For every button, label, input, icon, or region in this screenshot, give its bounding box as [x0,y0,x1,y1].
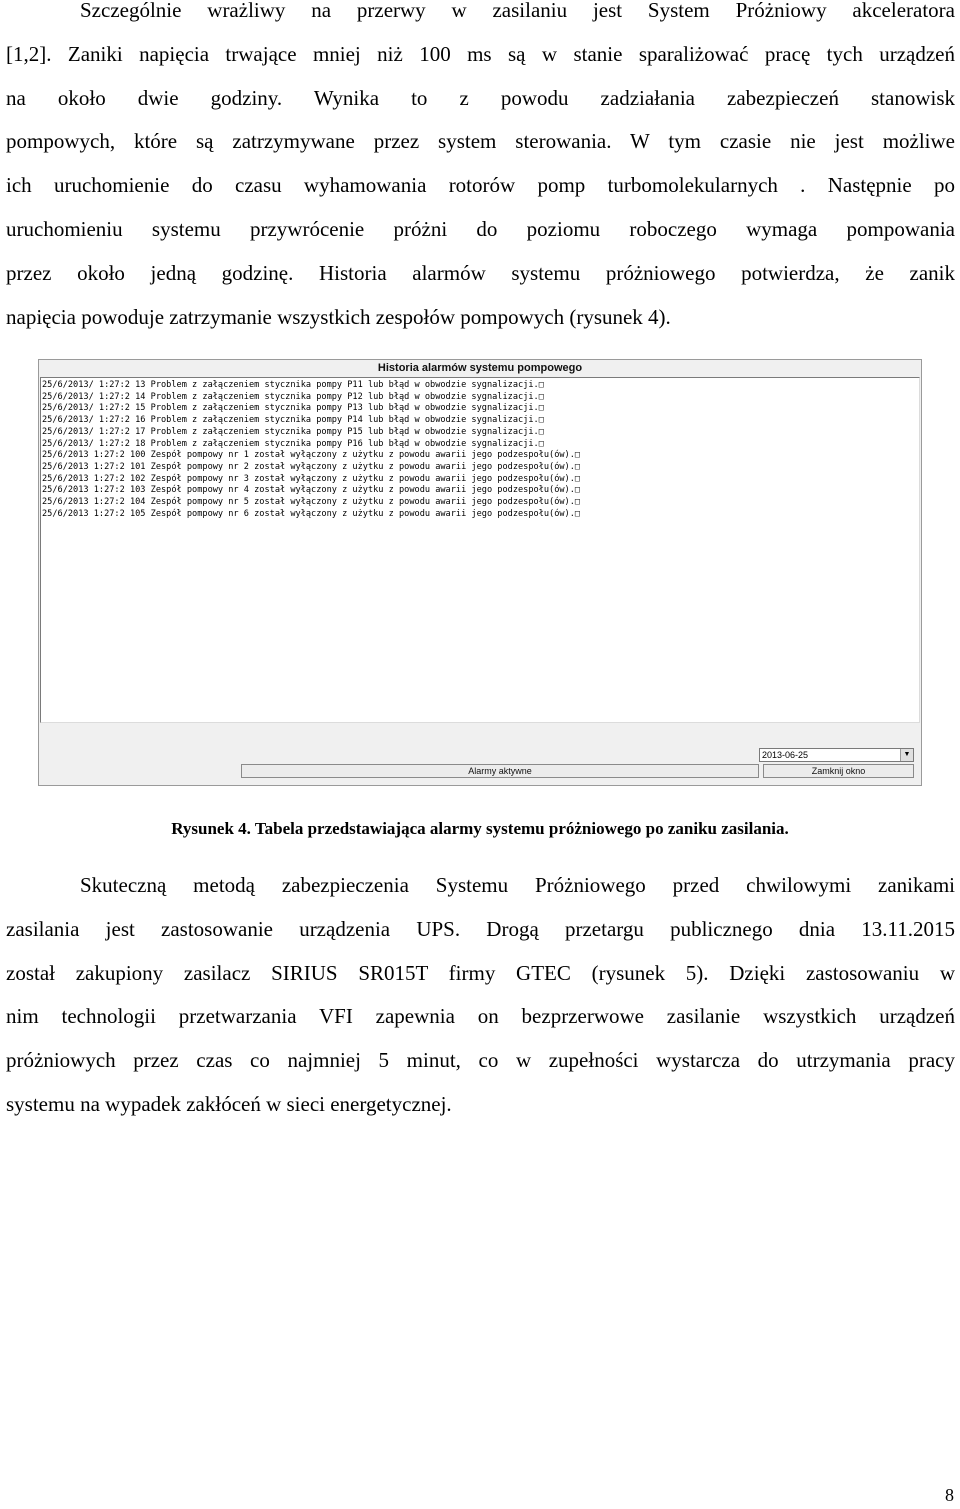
log-entry[interactable]: 25/6/2013 1:27:2 102 Zespół pompowy nr 3 został wyłączony z użytku z powodu awarii jego podzespołu(ów).□ [42,473,581,484]
paragraph-vacuum-system [6,0,955,339]
log-entry[interactable]: 25/6/2013 1:27:2 104 Zespół pompowy nr 5 został wyłączony z użytku z powodu awarii jego podzespołu(ów).□ [42,497,581,507]
paragraph-line: przez około jedną godzinę. Historia alarmów systemu próżniowego potwierdza, że zanik [6,260,955,285]
paragraph-line: Skuteczną metodą zabezpieczenia Systemu Próżniowego przed chwilowymi zanikami [80,873,955,897]
paragraph-ups [6,864,955,1127]
page-number: 8 [945,1485,954,1505]
log-entry[interactable]: 25/6/2013/ 1:27:2 15 Problem z załączeniem stycznika pompy P13 lub błąd w obwodzie sygnalizacji.□ [42,403,544,414]
figure-caption: Rysunek 4. Tabela przedstawiająca alarmy systemu próżniowego po zaniku zasilania. [171,819,789,838]
paragraph-line: ich uruchomienie do czasu wyhamowania rotorów pomp turbomolekularnych . Następnie po [6,173,955,198]
paragraph-line: nim technologii przetwarzania VFI zapewnia on bezprzerwowe zasilanie wszystkich urządzeń [6,1004,955,1029]
paragraph-line: na około dwie godziny. Wynika to z powodu zadziałania zabezpieczeń stanowisk [6,85,955,110]
alarm-history-window [38,359,922,786]
log-entry[interactable]: 25/6/2013/ 1:27:2 16 Problem z załączeniem stycznika pompy P14 lub błąd w obwodzie sygnalizacji.□ [42,415,544,426]
log-entry[interactable]: 25/6/2013 1:27:2 105 Zespół pompowy nr 6 został wyłączony z użytku z powodu awarii jego podzespołu(ów).□ [42,508,581,519]
log-entry[interactable]: 25/6/2013/ 1:27:2 13 Problem z załączeniem stycznika pompy P11 lub błąd w obwodzie sygnalizacji.□ [42,380,544,390]
paragraph-line: próżniowych przez czas co najmniej 5 minut, co w zupełności wystarcza do utrzymania pracy [6,1048,955,1073]
paragraph-line: został zakupiony zasilacz SIRIUS SR015T firmy GTEC (rysunek 5). Dzięki zastosowaniu w [6,960,955,985]
close-window-button[interactable]: Zamknij okno [763,764,914,778]
date-value: 2013-06-25 [762,750,809,760]
log-entry[interactable]: 25/6/2013/ 1:27:2 18 Problem z załączeniem stycznika pompy P16 lub błąd w obwodzie sygnalizacji.□ [42,438,544,449]
log-entry[interactable]: 25/6/2013 1:27:2 101 Zespół pompowy nr 2 został wyłączony z użytku z powodu awarii jego podzespołu(ów).□ [42,461,581,472]
date-dropdown[interactable] [759,748,914,762]
paragraph-line: napięcia powoduje zatrzymanie wszystkich zespołów pompowych (rysunek 4). [6,304,671,329]
alarm-log-list[interactable] [40,377,920,723]
log-entry[interactable]: 25/6/2013/ 1:27:2 17 Problem z załączeniem stycznika pompy P15 lub błąd w obwodzie sygnalizacji.□ [42,426,544,437]
log-entry[interactable]: 25/6/2013 1:27:2 103 Zespół pompowy nr 4 został wyłączony z użytku z powodu awarii jego podzespołu(ów).□ [42,485,581,496]
paragraph-line: Szczególnie wrażliwy na przerwy w zasilaniu jest System Próżniowy akceleratora [80,0,955,22]
chevron-down-icon[interactable]: ▼ [900,749,913,761]
paragraph-line: zasilania jest zastosowanie urządzenia UPS. Drogą przetargu publicznego dnia 13.11.2015 [6,916,955,941]
paragraph-line: [1,2]. Zaniki napięcia trwające mniej niż 100 ms są w stanie sparaliżować pracę tych urządzeń [6,41,955,66]
paragraph-line: systemu na wypadek zakłóceń w sieci energetycznej. [6,1091,452,1116]
log-entry[interactable]: 25/6/2013/ 1:27:2 14 Problem z załączeniem stycznika pompy P12 lub błąd w obwodzie sygnalizacji.□ [42,391,544,402]
window-title: Historia alarmów systemu pompowego [377,362,583,374]
log-entry[interactable]: 25/6/2013 1:27:2 100 Zespół pompowy nr 1 został wyłączony z użytku z powodu awarii jego podzespołu(ów).□ [42,450,581,461]
paragraph-line: pompowych, które są zatrzymywane przez system sterowania. W tym czasie nie jest możliwe [6,129,955,154]
paragraph-line: uruchomieniu systemu przywrócenie próżni do poziomu roboczego wymaga pompowania [6,216,955,241]
active-alarms-button[interactable]: Alarmy aktywne [241,764,759,778]
